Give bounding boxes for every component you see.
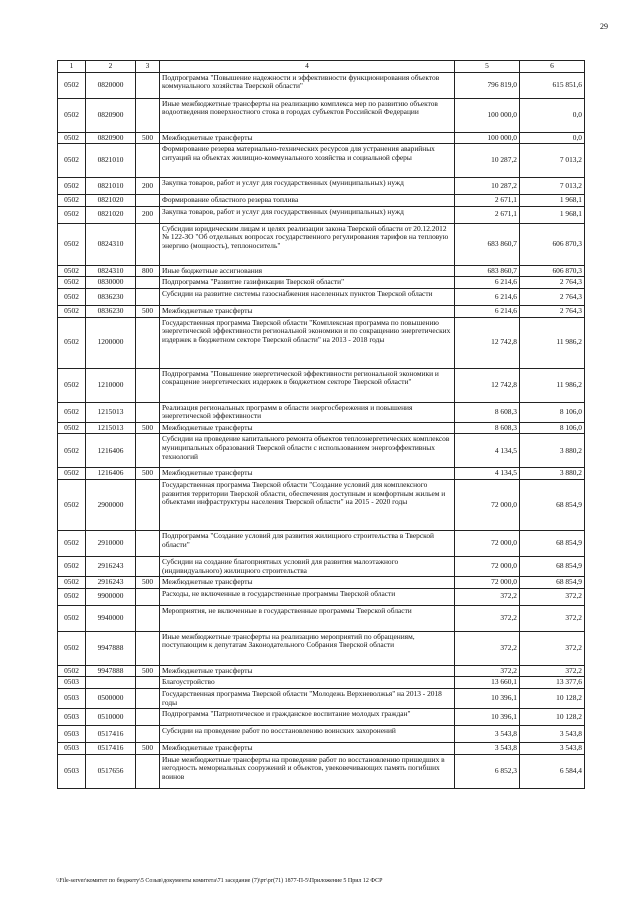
planned-amount-cell: 796 819,0 [455, 72, 520, 98]
target-article-cell: 1200000 [86, 317, 136, 368]
executed-amount-cell: 2 764,3 [520, 277, 585, 289]
planned-amount-cell: 372,2 [455, 665, 520, 677]
planned-amount-cell: 6 214,6 [455, 288, 520, 305]
table-row [58, 688, 585, 708]
section-code-cell: 0502 [58, 468, 86, 480]
table-row [58, 402, 585, 422]
planned-amount-cell: 8 608,3 [455, 422, 520, 434]
section-code-cell: 0502 [58, 144, 86, 178]
description-cell: Формирование резерва материально-технических ресурсов для устранения аварийных ситуаций на объектах жилищно-коммунального хозяйства и социальной сферы [160, 144, 455, 178]
target-article-cell: 0824310 [86, 223, 136, 265]
section-code-cell: 0502 [58, 556, 86, 576]
expense-type-cell [136, 709, 160, 726]
expense-type-cell: 500 [136, 743, 160, 755]
section-code-cell: 0502 [58, 577, 86, 589]
section-code-cell: 0502 [58, 305, 86, 317]
header-cell: 1 [58, 61, 86, 73]
section-code-cell: 0502 [58, 223, 86, 265]
target-article-cell: 0517416 [86, 743, 136, 755]
planned-amount-cell: 72 000,0 [455, 479, 520, 530]
section-code-cell: 0502 [58, 195, 86, 207]
planned-amount-cell: 2 671,1 [455, 195, 520, 207]
target-article-cell [86, 677, 136, 689]
description-cell: Подпрограмма "Патриотическое и гражданское воспитание молодых граждан" [160, 709, 455, 726]
target-article-cell: 2916243 [86, 556, 136, 576]
target-article-cell: 0820000 [86, 72, 136, 98]
expense-type-cell [136, 72, 160, 98]
executed-amount-cell: 606 870,3 [520, 223, 585, 265]
target-article-cell: 0836230 [86, 305, 136, 317]
executed-amount-cell: 1 968,1 [520, 206, 585, 223]
description-cell: Подпрограмма "Повышение энергетической эффективности региональной экономики и сокращение энергетических издержек в бюджетном секторе Тверской области" [160, 368, 455, 402]
table-row [58, 98, 585, 132]
section-code-cell: 0502 [58, 98, 86, 132]
description-cell: Субсидии на развитие системы газоснабжения населенных пунктов Тверской области [160, 288, 455, 305]
expense-type-cell [136, 588, 160, 605]
planned-amount-cell: 683 860,7 [455, 223, 520, 265]
description-cell: Иные бюджетные ассигнования [160, 265, 455, 277]
executed-amount-cell: 3 543,8 [520, 726, 585, 743]
planned-amount-cell: 12 742,8 [455, 368, 520, 402]
description-cell: Иные межбюджетные трансферты на реализацию комплекса мер по развитию объектов водоотведения поверхностного стока в городах субъектов Российской Федерации [160, 98, 455, 132]
section-code-cell: 0502 [58, 588, 86, 605]
table-row [58, 277, 585, 289]
section-code-cell: 0502 [58, 132, 86, 144]
target-article-cell: 1216406 [86, 468, 136, 480]
target-article-cell: 9947888 [86, 665, 136, 677]
budget-table [57, 60, 585, 789]
expense-type-cell [136, 677, 160, 689]
executed-amount-cell: 3 880,2 [520, 468, 585, 480]
table-row [58, 317, 585, 368]
executed-amount-cell: 372,2 [520, 631, 585, 665]
executed-amount-cell: 2 764,3 [520, 288, 585, 305]
section-code-cell: 0502 [58, 368, 86, 402]
planned-amount-cell: 3 543,8 [455, 743, 520, 755]
planned-amount-cell: 3 543,8 [455, 726, 520, 743]
description-cell: Иные межбюджетные трансферты на проведение работ по восстановлению пришедших в негодность мемориальных сооружений и объектов, увековечивающих память погибших воинов [160, 754, 455, 788]
table-row [58, 434, 585, 468]
section-code-cell: 0503 [58, 754, 86, 788]
executed-amount-cell: 606 870,3 [520, 265, 585, 277]
expense-type-cell [136, 223, 160, 265]
description-cell: Межбюджетные трансферты [160, 577, 455, 589]
table-row [58, 144, 585, 178]
expense-type-cell [136, 368, 160, 402]
target-article-cell: 0821020 [86, 206, 136, 223]
section-code-cell: 0502 [58, 277, 86, 289]
planned-amount-cell: 6 852,3 [455, 754, 520, 788]
planned-amount-cell: 6 214,6 [455, 277, 520, 289]
executed-amount-cell: 3 543,8 [520, 743, 585, 755]
table-row [58, 422, 585, 434]
table-row [58, 223, 585, 265]
description-cell: Формирование областного резерва топлива [160, 195, 455, 207]
description-cell: Государственная программа Тверской области "Создание условий для комплексного развития территории Тверской области, обеспечения доступным и комфортным жильем и объектами инфраструктуры населения Тверской области" на 2015 - 2020 годы [160, 479, 455, 530]
header-cell: 2 [86, 61, 136, 73]
expense-type-cell [136, 98, 160, 132]
description-cell: Межбюджетные трансферты [160, 422, 455, 434]
description-cell: Межбюджетные трансферты [160, 743, 455, 755]
executed-amount-cell: 11 986,2 [520, 368, 585, 402]
target-article-cell: 1215013 [86, 422, 136, 434]
description-cell: Расходы, не включенные в государственные программы Тверской области [160, 588, 455, 605]
header-cell: 4 [160, 61, 455, 73]
section-code-cell: 0503 [58, 726, 86, 743]
description-cell: Подпрограмма "Повышение надежности и эффективности функционирования объектов коммунального хозяйства Тверской области" [160, 72, 455, 98]
table-row [58, 709, 585, 726]
target-article-cell: 0821010 [86, 178, 136, 195]
description-cell: Государственная программа Тверской области "Молодежь Верхневолжья" на 2013 - 2018 годы [160, 688, 455, 708]
table-row [58, 754, 585, 788]
expense-type-cell [136, 195, 160, 207]
table-row [58, 195, 585, 207]
planned-amount-cell: 4 134,5 [455, 468, 520, 480]
expense-type-cell: 500 [136, 577, 160, 589]
planned-amount-cell: 10 396,1 [455, 709, 520, 726]
description-cell: Межбюджетные трансферты [160, 132, 455, 144]
header-cell: 6 [520, 61, 585, 73]
section-code-cell: 0502 [58, 434, 86, 468]
executed-amount-cell: 0,0 [520, 132, 585, 144]
expense-type-cell [136, 631, 160, 665]
executed-amount-cell: 0,0 [520, 98, 585, 132]
file-path-footer: \\File-server\комитет по бюджету\5 Созыв\документы комитета\71 заседание (7)\рт\рг(71) 1877-П-5\Приложение 5 Прил 12 ФСР [56, 878, 383, 884]
planned-amount-cell: 6 214,6 [455, 305, 520, 317]
section-code-cell: 0502 [58, 530, 86, 556]
executed-amount-cell: 372,2 [520, 588, 585, 605]
table-row [58, 368, 585, 402]
table-row [58, 743, 585, 755]
target-article-cell: 0517416 [86, 726, 136, 743]
target-article-cell: 0821020 [86, 195, 136, 207]
executed-amount-cell: 372,2 [520, 665, 585, 677]
table-row [58, 206, 585, 223]
section-code-cell: 0502 [58, 402, 86, 422]
table-row [58, 178, 585, 195]
target-article-cell: 1210000 [86, 368, 136, 402]
planned-amount-cell: 10 396,1 [455, 688, 520, 708]
executed-amount-cell: 1 968,1 [520, 195, 585, 207]
executed-amount-cell: 615 851,6 [520, 72, 585, 98]
executed-amount-cell: 68 854,9 [520, 479, 585, 530]
table-row [58, 479, 585, 530]
target-article-cell: 1215013 [86, 402, 136, 422]
description-cell: Субсидии на проведение капитального ремонта объектов теплоэнергетических комплексов муниципальных образований Тверской области с использованием энергоэффективных технологий [160, 434, 455, 468]
section-code-cell: 0502 [58, 288, 86, 305]
section-code-cell: 0503 [58, 688, 86, 708]
planned-amount-cell: 72 000,0 [455, 556, 520, 576]
section-code-cell: 0502 [58, 631, 86, 665]
expense-type-cell: 200 [136, 206, 160, 223]
planned-amount-cell: 4 134,5 [455, 434, 520, 468]
target-article-cell: 0820900 [86, 98, 136, 132]
section-code-cell: 0502 [58, 479, 86, 530]
executed-amount-cell: 68 854,9 [520, 556, 585, 576]
planned-amount-cell: 372,2 [455, 631, 520, 665]
expense-type-cell: 500 [136, 665, 160, 677]
target-article-cell: 0830000 [86, 277, 136, 289]
expense-type-cell [136, 605, 160, 631]
table-row [58, 726, 585, 743]
table-row [58, 72, 585, 98]
section-code-cell: 0502 [58, 265, 86, 277]
target-article-cell: 9900000 [86, 588, 136, 605]
section-code-cell: 0503 [58, 677, 86, 689]
executed-amount-cell: 10 128,2 [520, 688, 585, 708]
table-row [58, 265, 585, 277]
target-article-cell: 2916243 [86, 577, 136, 589]
planned-amount-cell: 10 287,2 [455, 144, 520, 178]
description-cell: Межбюджетные трансферты [160, 305, 455, 317]
table-row [58, 556, 585, 576]
executed-amount-cell: 13 377,6 [520, 677, 585, 689]
executed-amount-cell: 3 880,2 [520, 434, 585, 468]
target-article-cell: 0500000 [86, 688, 136, 708]
expense-type-cell [136, 144, 160, 178]
planned-amount-cell: 372,2 [455, 588, 520, 605]
expense-type-cell [136, 434, 160, 468]
header-cell: 3 [136, 61, 160, 73]
planned-amount-cell: 72 000,0 [455, 577, 520, 589]
table-row [58, 605, 585, 631]
expense-type-cell [136, 754, 160, 788]
target-article-cell: 2910000 [86, 530, 136, 556]
description-cell: Закупка товаров, работ и услуг для государственных (муниципальных) нужд [160, 206, 455, 223]
executed-amount-cell: 372,2 [520, 605, 585, 631]
target-article-cell: 0510000 [86, 709, 136, 726]
target-article-cell: 0517656 [86, 754, 136, 788]
description-cell: Межбюджетные трансферты [160, 468, 455, 480]
table-row [58, 665, 585, 677]
expense-type-cell [136, 726, 160, 743]
table-header-row [58, 61, 585, 73]
description-cell: Благоустройство [160, 677, 455, 689]
planned-amount-cell: 100 000,0 [455, 132, 520, 144]
section-code-cell: 0502 [58, 605, 86, 631]
table-row [58, 588, 585, 605]
section-code-cell: 0502 [58, 665, 86, 677]
expense-type-cell [136, 530, 160, 556]
executed-amount-cell: 7 013,2 [520, 144, 585, 178]
description-cell: Иные межбюджетные трансферты на реализацию мероприятий по обращениям, поступающим к депутатам Законодательного Собрания Тверской области [160, 631, 455, 665]
table-row [58, 305, 585, 317]
planned-amount-cell: 10 287,2 [455, 178, 520, 195]
planned-amount-cell: 13 660,1 [455, 677, 520, 689]
executed-amount-cell: 11 986,2 [520, 317, 585, 368]
section-code-cell: 0502 [58, 72, 86, 98]
description-cell: Мероприятия, не включенные в государственные программы Тверской области [160, 605, 455, 631]
expense-type-cell [136, 688, 160, 708]
expense-type-cell [136, 277, 160, 289]
header-cell: 5 [455, 61, 520, 73]
target-article-cell: 0824310 [86, 265, 136, 277]
executed-amount-cell: 10 128,2 [520, 709, 585, 726]
description-cell: Реализация региональных программ в области энергосбережения и повышения энергетической эффективности [160, 402, 455, 422]
description-cell: Субсидии юридическим лицам и целях реализации закона Тверской области от 20.12.2012 № 122-ЗО "Об отдельных вопросах государственного регулирования тарифов на тепловую энергию (мощность), теплоноситель" [160, 223, 455, 265]
target-article-cell: 2900000 [86, 479, 136, 530]
expense-type-cell: 500 [136, 422, 160, 434]
expense-type-cell [136, 288, 160, 305]
table-row [58, 631, 585, 665]
description-cell: Межбюджетные трансферты [160, 665, 455, 677]
executed-amount-cell: 7 013,2 [520, 178, 585, 195]
expense-type-cell: 500 [136, 132, 160, 144]
planned-amount-cell: 683 860,7 [455, 265, 520, 277]
table-row [58, 468, 585, 480]
target-article-cell: 0820900 [86, 132, 136, 144]
table-row [58, 677, 585, 689]
target-article-cell: 9947888 [86, 631, 136, 665]
section-code-cell: 0502 [58, 317, 86, 368]
table-row [58, 132, 585, 144]
table-row [58, 288, 585, 305]
description-cell: Подпрограмма "Создание условий для развития жилищного строительства в Тверской области" [160, 530, 455, 556]
expense-type-cell [136, 317, 160, 368]
description-cell: Субсидии на создание благоприятных условий для развития малоэтажного (индивидуального) жилищного строительства [160, 556, 455, 576]
expense-type-cell [136, 402, 160, 422]
expense-type-cell: 200 [136, 178, 160, 195]
expense-type-cell [136, 556, 160, 576]
expense-type-cell: 800 [136, 265, 160, 277]
section-code-cell: 0503 [58, 743, 86, 755]
target-article-cell: 0836230 [86, 288, 136, 305]
description-cell: Подпрограмма "Развитие газификации Тверской области" [160, 277, 455, 289]
planned-amount-cell: 372,2 [455, 605, 520, 631]
executed-amount-cell: 8 106,0 [520, 402, 585, 422]
executed-amount-cell: 6 584,4 [520, 754, 585, 788]
target-article-cell: 0821010 [86, 144, 136, 178]
planned-amount-cell: 72 000,0 [455, 530, 520, 556]
description-cell: Государственная программа Тверской области "Комплексная программа по повышению энергетической эффективности региональной экономики и по сокращению энергетических издержек в бюджетном секторе Тверской области" на 2013 - 2018 годы [160, 317, 455, 368]
executed-amount-cell: 8 106,0 [520, 422, 585, 434]
table-row [58, 530, 585, 556]
planned-amount-cell: 8 608,3 [455, 402, 520, 422]
expense-type-cell [136, 479, 160, 530]
target-article-cell: 1216406 [86, 434, 136, 468]
planned-amount-cell: 2 671,1 [455, 206, 520, 223]
target-article-cell: 9940000 [86, 605, 136, 631]
section-code-cell: 0502 [58, 178, 86, 195]
page-number: 29 [600, 22, 608, 31]
expense-type-cell: 500 [136, 468, 160, 480]
planned-amount-cell: 12 742,8 [455, 317, 520, 368]
description-cell: Закупка товаров, работ и услуг для государственных (муниципальных) нужд [160, 178, 455, 195]
executed-amount-cell: 2 764,3 [520, 305, 585, 317]
table-row [58, 577, 585, 589]
planned-amount-cell: 100 000,0 [455, 98, 520, 132]
section-code-cell: 0503 [58, 709, 86, 726]
section-code-cell: 0502 [58, 422, 86, 434]
executed-amount-cell: 68 854,9 [520, 530, 585, 556]
executed-amount-cell: 68 854,9 [520, 577, 585, 589]
description-cell: Субсидии на проведение работ по восстановлению воинских захоронений [160, 726, 455, 743]
section-code-cell: 0502 [58, 206, 86, 223]
expense-type-cell: 500 [136, 305, 160, 317]
